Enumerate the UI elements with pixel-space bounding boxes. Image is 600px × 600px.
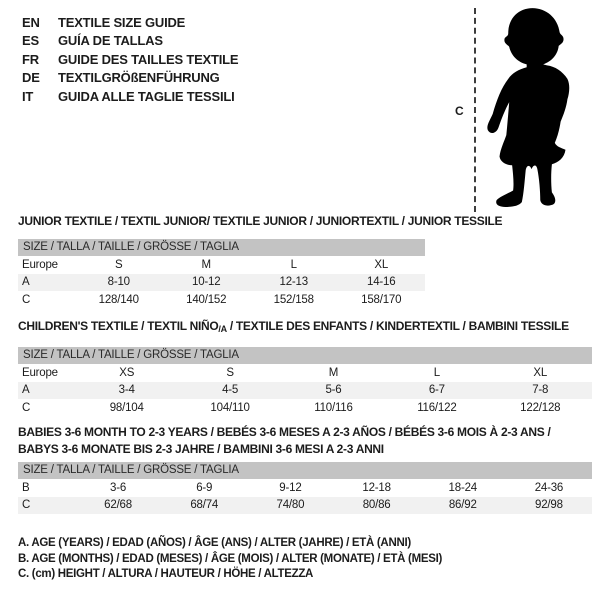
- cell: 6-9: [196, 481, 213, 494]
- cell: 92/98: [535, 499, 563, 512]
- cell: 3-4: [118, 384, 135, 397]
- language-title-list: [22, 13, 238, 106]
- height-measure-label: C: [455, 104, 464, 118]
- cell: 14-16: [367, 276, 396, 289]
- cell: M: [328, 366, 339, 379]
- cell: 104/110: [210, 401, 250, 414]
- cell: M: [201, 258, 211, 271]
- cell: 24-36: [534, 481, 564, 494]
- table-row-height: [18, 399, 592, 417]
- children-title-part2: / TEXTILE DES ENFANTS / KINDERTEXTIL / BAMBINI TESSILE: [226, 319, 569, 333]
- row-label: Europe: [22, 258, 58, 271]
- size-header-row: SIZE / TALLA / TAILLE / GRÖSSE / TAGLIA: [18, 239, 425, 256]
- babies-table-title-line2: BABYS 3-6 MONATE BIS 2-3 JAHRE / BAMBINI 3-6 MESI A 2-3 ANNI: [18, 442, 384, 456]
- cell: S: [226, 366, 234, 379]
- footnote-height: C. (cm) HEIGHT / ALTURA / HAUTEUR / HÖHE / ALTEZZA: [18, 568, 314, 580]
- cell: 140/152: [186, 293, 227, 306]
- cell: S: [115, 258, 123, 271]
- cell: XS: [119, 366, 135, 379]
- row-label: C: [22, 293, 31, 306]
- row-label: C: [22, 401, 31, 414]
- junior-table-title: JUNIOR TEXTILE / TEXTIL JUNIOR/ TEXTILE JUNIOR / JUNIORTEXTIL / JUNIOR TESSILE: [18, 214, 503, 228]
- language-row-it: [22, 87, 238, 106]
- cell: 6-7: [428, 384, 445, 397]
- cell: 152/158: [273, 293, 314, 306]
- table-row-age-months: [18, 479, 592, 497]
- language-row-fr: [22, 50, 238, 69]
- language-code: ES: [22, 33, 39, 49]
- guide-title-it: GUIDA ALLE TAGLIE TESSILI: [58, 88, 235, 104]
- cell: 12-18: [362, 481, 391, 494]
- children-size-table: [18, 347, 592, 417]
- cell: 68/74: [190, 499, 219, 512]
- language-row-de: [22, 69, 238, 88]
- cell: 10-12: [192, 276, 221, 289]
- language-row-en: [22, 13, 238, 32]
- cell: 128/140: [98, 293, 139, 306]
- row-label: A: [22, 384, 30, 397]
- footnote-age-months: B. AGE (MONTHS) / EDAD (MESES) / ÂGE (MOIS) / ALTER (MONATE) / ETÀ (MESI): [18, 552, 443, 565]
- cell: 110/116: [314, 401, 353, 414]
- cell: L: [290, 258, 297, 271]
- cell: 122/128: [520, 401, 561, 414]
- cell: 8-10: [107, 276, 130, 289]
- table-row-europe: [18, 256, 425, 274]
- language-row-es: [22, 32, 238, 51]
- table-row-height: [18, 497, 592, 515]
- cell: 4-5: [222, 384, 239, 397]
- language-code: EN: [22, 14, 40, 30]
- cell: 98/104: [109, 401, 144, 414]
- cell: 116/122: [417, 401, 457, 414]
- cell: 12-13: [279, 276, 308, 289]
- children-table-title: [18, 320, 569, 336]
- guide-title-en: TEXTILE SIZE GUIDE: [58, 14, 186, 30]
- table-row-age: [18, 274, 425, 292]
- row-label: B: [22, 481, 30, 494]
- height-dashed-line: [474, 8, 476, 212]
- cell: L: [433, 366, 440, 379]
- row-label: C: [22, 499, 31, 512]
- cell: 3-6: [110, 481, 127, 494]
- guide-title-es: GUÍA DE TALLAS: [58, 33, 163, 49]
- junior-size-table: [18, 239, 425, 309]
- cell: 158/170: [361, 293, 402, 306]
- table-row-europe: [18, 364, 592, 382]
- table-row-height: [18, 291, 425, 309]
- cell: 62/68: [104, 499, 132, 512]
- cell: XL: [533, 366, 548, 379]
- size-header-row: SIZE / TALLA / TAILLE / GRÖSSE / TAGLIA: [18, 462, 592, 479]
- cell: 80/86: [362, 499, 391, 512]
- footnote-age-years: A. AGE (YEARS) / EDAD (AÑOS) / ÂGE (ANS) / ALTER (JAHRE) / ETÀ (ANNI): [18, 537, 411, 549]
- toddler-silhouette-icon: [484, 5, 581, 211]
- cell: 9-12: [279, 481, 302, 494]
- language-code: IT: [22, 88, 34, 104]
- cell: 74/80: [276, 499, 305, 512]
- cell: 86/92: [448, 499, 477, 512]
- children-title-subscript: /A: [218, 324, 227, 334]
- row-label: A: [22, 276, 30, 289]
- babies-table-title-line1: BABIES 3-6 MONTH TO 2-3 YEARS / BEBÉS 3-6 MESES A 2-3 AÑOS / BÉBÉS 3-6 MOIS À 2-3 ANS /: [18, 425, 551, 439]
- size-header-row: SIZE / TALLA / TAILLE / GRÖSSE / TAGLIA: [18, 347, 592, 364]
- guide-title-fr: GUIDE DES TAILLES TEXTILE: [58, 51, 239, 67]
- children-title-part1: CHILDREN'S TEXTILE / TEXTIL NIÑO: [18, 319, 219, 333]
- babies-size-table: [18, 462, 592, 514]
- row-label: Europe: [22, 366, 58, 379]
- table-row-age: [18, 382, 592, 400]
- guide-title-de: TEXTILGRÖßENFÜHRUNG: [58, 70, 220, 86]
- language-code: DE: [22, 70, 40, 86]
- language-code: FR: [22, 51, 39, 67]
- cell: 5-6: [325, 384, 342, 397]
- cell: 18-24: [448, 481, 477, 494]
- cell: XL: [374, 258, 389, 271]
- cell: 7-8: [532, 384, 549, 397]
